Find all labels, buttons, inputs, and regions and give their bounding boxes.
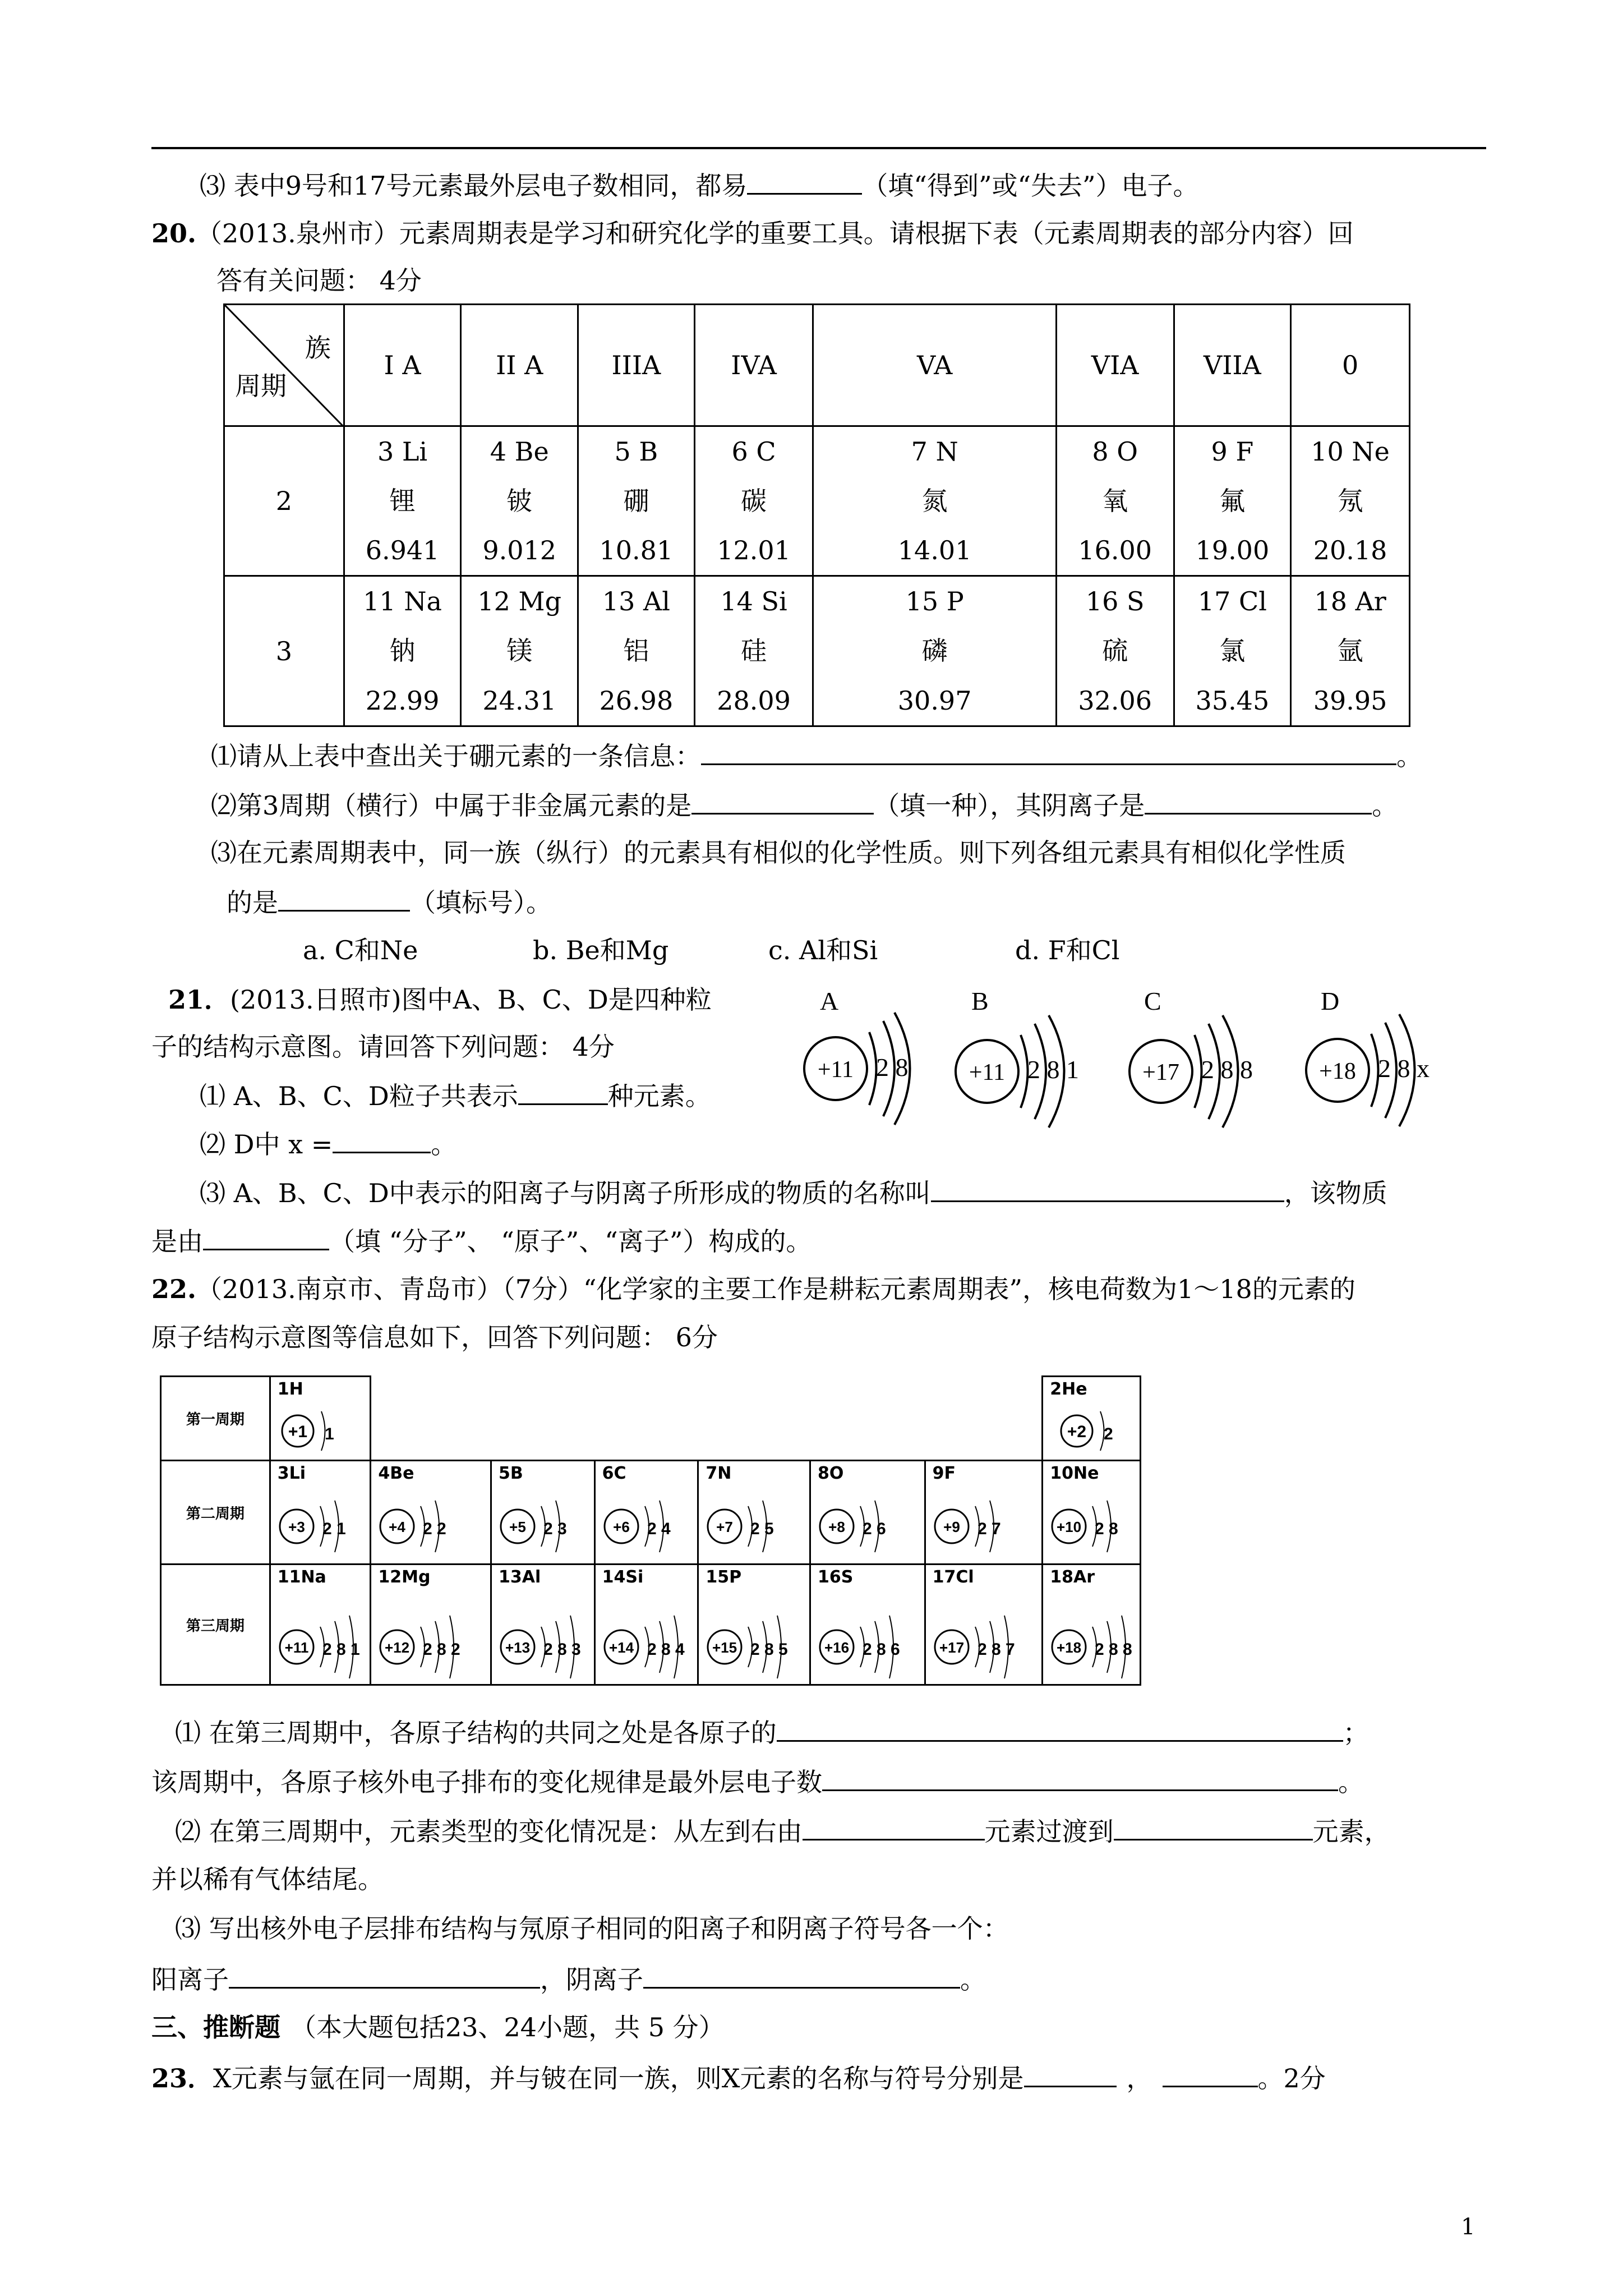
- atom-diagram: [275, 1608, 374, 1681]
- atom-diagram: [1048, 1608, 1146, 1681]
- element-symbol: 6 C: [731, 436, 776, 467]
- element-mass: 30.97: [897, 685, 972, 716]
- atom-symbol: 2He: [1050, 1379, 1087, 1399]
- q22-p1-tail: ；: [1343, 1718, 1369, 1748]
- element-mass: 14.01: [897, 535, 972, 565]
- q21-p3-text: ⑶ A、B、C、D中表示的阳离子与阴离子所形成的物质的名称叫: [200, 1178, 931, 1208]
- pt-header-1: I A: [344, 305, 461, 426]
- element-mass: 9.012: [482, 535, 557, 565]
- atom-symbol: 15P: [706, 1567, 742, 1587]
- atom-nucleus: +12: [385, 1639, 410, 1656]
- atom-diagram: [600, 1487, 698, 1560]
- q22-p1: [175, 1714, 1369, 1750]
- particle-c-nucleus: +17: [1142, 1060, 1179, 1085]
- pt-header-4: IVA: [694, 305, 813, 426]
- element-name: 铍: [506, 486, 533, 516]
- q20-p2-text: ⑵第3周期（横行）中属于非金属元素的是: [211, 790, 692, 821]
- atom-symbol: 6C: [602, 1464, 626, 1483]
- pt-element-cell: [1056, 426, 1174, 576]
- atom-shells: 2 8: [1095, 1520, 1118, 1538]
- atom-shells: 2 8 4: [647, 1640, 685, 1659]
- q22-intro: （2013.南京市、青岛市）（7分）“化学家的主要工作是耕耘元素周期表”，核电荷数为1～18的元素的: [196, 1274, 1355, 1304]
- q20-p3b-text: 的是: [227, 887, 278, 918]
- q21-p3c-text: 是由: [151, 1226, 203, 1257]
- atom-cell: [270, 1377, 371, 1461]
- element-mass: 26.98: [599, 685, 674, 716]
- q22-p1-text: ⑴ 在第三周期中，各原子结构的共同之处是各原子的: [175, 1718, 777, 1748]
- atom-symbol: 14Si: [602, 1567, 644, 1587]
- particle-b-nucleus: +11: [969, 1060, 1006, 1085]
- pt-corner-cell: [224, 305, 344, 426]
- atom-nucleus: +13: [505, 1639, 531, 1656]
- element-symbol: 14 Si: [720, 586, 787, 617]
- atom-cell: [810, 1461, 925, 1565]
- element-mass: 20.18: [1313, 535, 1387, 565]
- atom-cell: [1043, 1377, 1141, 1461]
- q20-intro: （2013.泉州市）元素周期表是学习和研究化学的重要工具。请根据下表（元素周期表的部分内容）回: [196, 218, 1354, 249]
- element-symbol: 5 B: [614, 436, 658, 467]
- atom-cell: [491, 1461, 595, 1565]
- atom-diagram: [275, 1487, 374, 1560]
- atom-cell: [698, 1461, 810, 1565]
- atom-cell: [270, 1565, 371, 1685]
- section-3-heading: [151, 2010, 725, 2044]
- q21-p3-blank-2[interactable]: [203, 1223, 329, 1250]
- q22-p1c-text: 该周期中，各原子核外电子排布的变化规律是最外层电子数: [151, 1767, 822, 1797]
- q22-p3-tail: 。: [960, 1964, 986, 1995]
- element-name: 碳: [741, 486, 767, 516]
- pt-header-8: 0: [1291, 305, 1410, 426]
- q22-number: 22.: [151, 1274, 197, 1304]
- q22-p1-blank-1[interactable]: [777, 1714, 1343, 1742]
- q22-p2: [175, 1813, 1390, 1848]
- element-mass: 19.00: [1195, 535, 1270, 565]
- atom-symbol: 12Mg: [378, 1567, 431, 1587]
- element-symbol: 15 P: [905, 586, 964, 617]
- q21-p1: [200, 1078, 711, 1113]
- pt-header-7: VIIA: [1174, 305, 1291, 426]
- element-name: 硼: [623, 486, 649, 516]
- svg-text:+1: +1: [288, 1423, 307, 1441]
- q22-p2d: 并以稀有气体结尾。: [151, 1864, 384, 1894]
- header-rule: [151, 147, 1486, 149]
- pt-corner-group: 族: [305, 333, 331, 363]
- particle-c: [1129, 987, 1253, 1128]
- q20-p2-blank-2[interactable]: [1145, 787, 1372, 815]
- pt-element-cell: [1291, 576, 1410, 726]
- element-symbol: 13 Al: [602, 586, 670, 617]
- element-symbol: 9 F: [1211, 436, 1254, 467]
- particle-b-shells: 2 8 1: [1027, 1055, 1079, 1084]
- q19-part3-tail: （填“得到”或“失去”）电子。: [862, 171, 1199, 201]
- particle-d-nucleus: +18: [1319, 1059, 1356, 1084]
- atom-symbol: 11Na: [277, 1567, 326, 1587]
- atom-symbol: 10Ne: [1050, 1464, 1099, 1483]
- q21-number: 21．: [168, 984, 230, 1015]
- atom-nucleus: +7: [716, 1519, 734, 1535]
- element-name: 硫: [1102, 636, 1128, 666]
- atom-cell: [371, 1461, 491, 1565]
- atom-diagram: [496, 1608, 594, 1681]
- element-name: 镁: [506, 636, 533, 666]
- atom-symbol: 3Li: [277, 1464, 306, 1483]
- q19-answer-blank[interactable]: [747, 167, 862, 195]
- atom-shells: 2 3: [543, 1520, 567, 1538]
- element-symbol: 4 Be: [490, 436, 549, 467]
- atomic-structure-table: [160, 1375, 1141, 1686]
- atom-nucleus: +16: [824, 1639, 850, 1656]
- q21-p1-blank[interactable]: [518, 1078, 608, 1105]
- q23-blank-name[interactable]: [1024, 2060, 1117, 2087]
- particle-b: [956, 987, 1079, 1128]
- atom-nucleus: +4: [389, 1519, 406, 1535]
- q21-p1-text: ⑴ A、B、C、D粒子共表示: [200, 1081, 518, 1111]
- period-row-1: [161, 1377, 1141, 1461]
- atom-nucleus: +10: [1057, 1519, 1082, 1535]
- q20-line2: 答有关问题： 4分: [216, 265, 422, 296]
- period-label: 第三周期: [161, 1565, 270, 1685]
- atom-cell: [925, 1461, 1043, 1565]
- q22-p3-answers: [151, 1961, 986, 1996]
- element-name: 钠: [389, 636, 416, 666]
- pt-header-row: [224, 305, 1410, 426]
- atom-shells: 2 8 8: [1095, 1640, 1132, 1659]
- element-name: 锂: [389, 486, 416, 516]
- q23-blank-symbol[interactable]: [1163, 2060, 1258, 2087]
- svg-text:+2: +2: [1067, 1423, 1087, 1441]
- atom-cell: [1043, 1461, 1141, 1565]
- q22-p2-blank-2[interactable]: [1114, 1813, 1313, 1841]
- svg-text:2: 2: [1104, 1425, 1113, 1443]
- element-name: 铝: [623, 636, 649, 666]
- q21-p2-blank[interactable]: [333, 1126, 431, 1153]
- q20-p1: [211, 738, 1422, 773]
- atom-shells: 2 8 7: [977, 1640, 1015, 1659]
- particle-a: [804, 987, 910, 1125]
- atom-nucleus: +3: [288, 1519, 305, 1535]
- q23: [151, 2060, 1326, 2095]
- pt-element-cell: [344, 576, 461, 726]
- q22-p2-mid: 元素过渡到: [984, 1816, 1114, 1847]
- atom-shells: 2 4: [647, 1520, 671, 1538]
- q22-p1-blank-2[interactable]: [822, 1764, 1338, 1791]
- pt-header-6: VIA: [1056, 305, 1174, 426]
- element-mass: 22.99: [365, 685, 440, 716]
- q22-line1: [151, 1272, 1355, 1306]
- atom-symbol: 16S: [817, 1567, 854, 1587]
- atom-diagram: [376, 1487, 474, 1560]
- atom-shells: 2 8 6: [862, 1640, 900, 1659]
- atom-shells: 2 8 3: [543, 1640, 581, 1659]
- element-name: 氟: [1219, 486, 1246, 516]
- pt-row-period-2: [224, 426, 1410, 576]
- atom-symbol: 8O: [817, 1464, 844, 1483]
- atom-nucleus: +9: [943, 1519, 960, 1535]
- particle-d-shells: 2 8 x: [1378, 1054, 1430, 1083]
- atom-diagram: [703, 1487, 801, 1560]
- period-label: 第一周期: [161, 1377, 270, 1461]
- element-mass: 6.941: [365, 535, 440, 565]
- q21-line2: 子的结构示意图。请回答下列问题： 4分: [151, 1032, 615, 1062]
- atom-diagram: [275, 1400, 365, 1456]
- particle-a-shells: 2 8: [876, 1053, 909, 1082]
- pt-row-period-3: [224, 576, 1410, 726]
- q20-p2-tail: 。: [1372, 790, 1398, 821]
- atom-cell: [270, 1461, 371, 1565]
- q20-p1-tail: 。: [1396, 741, 1422, 771]
- q21-p2: [200, 1126, 457, 1161]
- atom-diagram: [815, 1487, 914, 1560]
- particle-c-shells: 2 8 8: [1201, 1055, 1253, 1084]
- element-mass: 35.45: [1195, 685, 1270, 716]
- particle-d-label: D: [1321, 987, 1340, 1015]
- element-symbol: 10 Ne: [1311, 436, 1390, 467]
- atom-diagram: [1048, 1487, 1146, 1560]
- pt-period-label: 3: [224, 576, 344, 726]
- atom-symbol: 1H: [277, 1379, 303, 1399]
- q20-p2: [211, 787, 1398, 822]
- q23-number: 23．: [151, 2063, 214, 2093]
- pt-corner-period: 周期: [235, 371, 287, 401]
- pt-element-cell: [1174, 576, 1291, 726]
- element-name: 氯: [1219, 636, 1246, 666]
- pt-period-label: 2: [224, 426, 344, 576]
- element-symbol: 7 N: [911, 436, 958, 467]
- q22-p2-tail: 元素，: [1312, 1816, 1390, 1847]
- element-name: 氧: [1102, 486, 1128, 516]
- atom-symbol: 9F: [932, 1464, 956, 1483]
- element-mass: 39.95: [1313, 685, 1387, 716]
- atom-nucleus: +8: [828, 1519, 845, 1535]
- atom-cell: [491, 1565, 595, 1685]
- atom-symbol: 13Al: [499, 1567, 541, 1587]
- anion-label: ，阴离子: [540, 1964, 643, 1995]
- q19-part3-text: ⑶ 表中9号和17号元素最外层电子数相同，都易: [200, 171, 748, 201]
- q20-p1-text: ⑴请从上表中查出关于硼元素的一条信息：: [211, 741, 701, 771]
- element-symbol: 8 O: [1092, 436, 1138, 467]
- pt-element-cell: [694, 576, 813, 726]
- element-symbol: 11 Na: [363, 586, 442, 617]
- atom-shells: 2 2: [423, 1520, 447, 1538]
- q23-text: X元素与氩在同一周期，并与铍在同一族，则X元素的名称与符号分别是: [213, 2063, 1024, 2093]
- atom-cell: [371, 1565, 491, 1685]
- atom-cell: [594, 1565, 698, 1685]
- q23-sep: ，: [1126, 2063, 1152, 2093]
- element-name: 硅: [741, 636, 767, 666]
- shell-arc: [869, 1032, 877, 1105]
- particle-b-label: B: [971, 987, 989, 1015]
- atom-diagram: [496, 1487, 594, 1560]
- element-mass: 12.01: [717, 535, 791, 565]
- particle-diagrams: [785, 982, 1486, 1150]
- atom-shells: 2 8 1: [322, 1640, 360, 1659]
- element-mass: 16.00: [1078, 535, 1152, 565]
- element-name: 磷: [921, 636, 948, 666]
- atom-shells: 2 6: [862, 1520, 886, 1538]
- q20-option-c: c. Al和Si: [768, 935, 878, 965]
- atom-cell: [594, 1461, 698, 1565]
- element-symbol: 16 S: [1085, 586, 1145, 617]
- atom-symbol: 4Be: [378, 1464, 414, 1483]
- pt-header-5: VA: [813, 305, 1056, 426]
- q21-line1: [168, 983, 712, 1016]
- pt-element-cell: [813, 576, 1056, 726]
- page-number: 1: [1461, 2214, 1476, 2240]
- atom-shells: 2 7: [977, 1520, 1001, 1538]
- particle-c-label: C: [1144, 987, 1161, 1015]
- q20-p3a: ⑶在元素周期表中，同一族（纵行）的元素具有相似的化学性质。则下列各组元素具有相似化学性质: [211, 838, 1346, 868]
- atom-diagram: [376, 1608, 474, 1681]
- period-row-2: [161, 1461, 1141, 1565]
- atom-cell: [925, 1565, 1043, 1685]
- element-mass: 10.81: [599, 535, 674, 565]
- atom-diagram: [930, 1608, 1029, 1681]
- element-symbol: 3 Li: [377, 436, 428, 467]
- pt-element-cell: [578, 576, 695, 726]
- atom-shells: 2 1: [322, 1520, 346, 1538]
- section-3-note: （本大题包括23、24小题，共 5 分）: [291, 2012, 725, 2042]
- q22-p2-text: ⑵ 在第三周期中，元素类型的变化情况是：从左到右由: [175, 1816, 803, 1847]
- shell-arc: [1371, 1034, 1378, 1107]
- element-name: 氩: [1337, 636, 1363, 666]
- particle-d: [1306, 987, 1430, 1126]
- atom-shells: 2 5: [750, 1520, 774, 1538]
- shell-arc: [1021, 1035, 1028, 1108]
- pt-header-2: II A: [461, 305, 578, 426]
- q20-p2-mid: （填一种），其阴离子是: [874, 790, 1145, 821]
- period-row-3: [161, 1565, 1141, 1685]
- atom-symbol: 7N: [706, 1464, 732, 1483]
- q22-p2-blank-1[interactable]: [803, 1813, 985, 1841]
- empty-span: [371, 1377, 1043, 1461]
- q20-option-b: b. Be和Mg: [533, 935, 669, 965]
- atom-nucleus: +6: [612, 1519, 630, 1535]
- element-mass: 32.06: [1078, 685, 1152, 716]
- pt-header-3: IIIA: [578, 305, 695, 426]
- q20-number: 20.: [151, 218, 197, 249]
- atom-nucleus: +18: [1057, 1639, 1082, 1656]
- atom-diagram: [815, 1608, 914, 1681]
- atom-cell: [810, 1565, 925, 1685]
- q21-p3c: [151, 1223, 811, 1258]
- pt-element-cell: [461, 576, 578, 726]
- atom-cell: [698, 1565, 810, 1685]
- atom-nucleus: +15: [712, 1639, 737, 1656]
- q20-p3b: [227, 884, 552, 919]
- pt-element-cell: [578, 426, 695, 576]
- svg-text:1: 1: [324, 1425, 334, 1443]
- q20-p1-blank[interactable]: [701, 738, 1396, 765]
- q20-options: [303, 933, 1120, 967]
- q21-p3-blank-1[interactable]: [931, 1175, 1284, 1202]
- q22-p1c: [151, 1764, 1364, 1799]
- pt-element-cell: [1174, 426, 1291, 576]
- q21-p3c-tail: （填 “分子”、 “原子”、“离子”）构成的。: [329, 1226, 812, 1257]
- periodic-table-excerpt: [223, 303, 1410, 727]
- atom-nucleus: +11: [284, 1639, 309, 1656]
- q22-line2: 原子结构示意图等信息如下，回答下列问题： 6分: [151, 1322, 718, 1352]
- element-name: 氮: [921, 486, 948, 516]
- pt-element-cell: [1291, 426, 1410, 576]
- atom-diagram: [600, 1608, 698, 1681]
- anion-blank[interactable]: [643, 1961, 960, 1989]
- atom-nucleus: +5: [509, 1519, 526, 1535]
- atom-nucleus: +14: [608, 1639, 634, 1656]
- pt-element-cell: [694, 426, 813, 576]
- cation-blank[interactable]: [229, 1961, 540, 1989]
- cation-label: 阳离子: [151, 1964, 229, 1995]
- q20-option-d: d. F和Cl: [1015, 935, 1120, 965]
- element-symbol: 17 Cl: [1197, 586, 1267, 617]
- q20-option-a: a. C和Ne: [303, 935, 418, 965]
- q22-p1d: 。: [1338, 1767, 1364, 1797]
- q22-p3: ⑶ 写出核外电子层排布结构与氖原子相同的阳离子和阴离子符号各一个：: [175, 1913, 1009, 1944]
- element-name: 氖: [1337, 486, 1363, 516]
- q21-p2-text: ⑵ D中 x =: [200, 1129, 333, 1159]
- atom-diagram: [930, 1487, 1029, 1560]
- atom-shells: 2 8 2: [423, 1640, 461, 1659]
- pt-element-cell: [461, 426, 578, 576]
- atom-cell: [1043, 1565, 1141, 1685]
- element-mass: 28.09: [717, 685, 791, 716]
- shell-arc: [1195, 1035, 1202, 1108]
- particle-a-label: A: [820, 987, 839, 1015]
- q20-p2-blank-1[interactable]: [691, 787, 874, 815]
- atom-symbol: 5B: [499, 1464, 523, 1483]
- q21-p2-tail: 。: [431, 1129, 457, 1159]
- atom-diagram: [1048, 1400, 1137, 1456]
- pt-element-cell: [813, 426, 1056, 576]
- q21-p3-mid: ，该物质: [1284, 1178, 1387, 1208]
- atom-symbol: 17Cl: [932, 1567, 974, 1587]
- q20-line1: [151, 217, 1354, 250]
- pt-element-cell: [344, 426, 461, 576]
- atom-symbol: 18Ar: [1050, 1567, 1095, 1587]
- pt-element-cell: [1056, 576, 1174, 726]
- q21-p3: [200, 1175, 1387, 1210]
- atom-diagram: [703, 1608, 801, 1681]
- element-mass: 24.31: [482, 685, 557, 716]
- q21-intro: (2013.日照市)图中A、B、C、D是四种粒: [230, 984, 712, 1015]
- section-3-title: 三、推断题: [151, 2012, 280, 2042]
- period-label: 第二周期: [161, 1461, 270, 1565]
- atom-nucleus: +17: [939, 1639, 964, 1656]
- q20-p3-blank[interactable]: [278, 884, 410, 912]
- q19-part3: [200, 167, 1199, 203]
- q20-p3b-tail: （填标号）。: [410, 887, 552, 918]
- element-symbol: 12 Mg: [477, 586, 562, 617]
- q21-p1-tail: 种元素。: [607, 1081, 711, 1111]
- q23-tail: 。2分: [1257, 2063, 1326, 2093]
- atom-shells: 2 8 5: [750, 1640, 789, 1659]
- element-symbol: 18 Ar: [1314, 586, 1386, 617]
- particle-a-nucleus: +11: [817, 1057, 854, 1083]
